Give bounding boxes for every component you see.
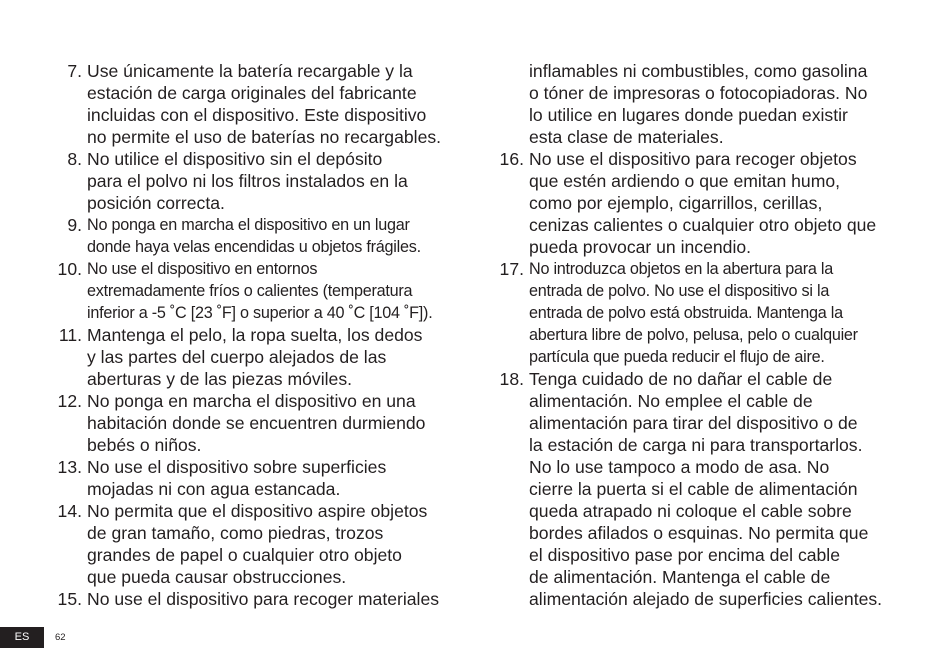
text-line: No introduzca objetos en la abertura para la — [529, 260, 833, 278]
text-line: Use únicamente la batería recargable y la — [87, 61, 413, 81]
text-line: inferior a -5 ˚C [23 ˚F] o superior a 40 ˚C [104 ˚F]). — [87, 304, 433, 322]
text-line: alimentación alejado de superficies calientes. — [529, 589, 883, 609]
list-item — [54, 500, 474, 588]
text-line: cenizas calientes o cualquier otro objeto que — [529, 215, 877, 235]
text-line: estación de carga originales del fabricante — [87, 83, 417, 103]
text-line: que estén ardiendo o que emitan humo, — [529, 171, 841, 191]
text-line: y las partes del cuerpo alejados de las — [87, 347, 387, 367]
item-number: 11. — [58, 325, 82, 345]
item-number: 7. — [67, 61, 82, 81]
text-line: No use el dispositivo para recoger objetos — [529, 149, 857, 169]
text-line: abertura libre de polvo, pelusa, pelo o cualquier — [529, 326, 858, 344]
item-number: 12. — [57, 391, 82, 411]
language-tab: ES — [0, 627, 44, 648]
list-item — [54, 456, 474, 500]
text-line: Mantenga el pelo, la ropa suelta, los dedos — [87, 325, 423, 345]
text-line: la estación de carga ni para transportarlos. — [529, 435, 863, 455]
list-item — [54, 390, 474, 456]
text-line: el dispositivo pase por encima del cable — [529, 545, 841, 565]
text-line: mojadas ni con agua estancada. — [87, 479, 341, 499]
text-line: partícula que pueda reducir el flujo de aire. — [529, 348, 825, 366]
text-line: Tenga cuidado de no dañar el cable de — [529, 369, 833, 389]
list-item — [54, 588, 474, 610]
text-line: alimentación. No emplee el cable de — [529, 391, 813, 411]
list-item — [496, 148, 906, 258]
text-line: No ponga en marcha el dispositivo en un lugar — [87, 216, 410, 234]
text-line: esta clase de materiales. — [529, 127, 724, 147]
text-line: incluidas con el dispositivo. Este dispositivo — [87, 105, 427, 125]
text-line: No permita que el dispositivo aspire objetos — [87, 501, 428, 521]
list-item — [54, 214, 474, 258]
text-line: bebés o niños. — [87, 435, 202, 455]
text-line: lo utilice en lugares donde puedan existir — [529, 105, 848, 125]
list-item — [496, 368, 906, 610]
text-line: habitación donde se encuentren durmiendo — [87, 413, 426, 433]
text-line: No use el dispositivo en entornos — [87, 260, 318, 278]
text-line: No utilice el dispositivo sin el depósito — [87, 149, 383, 169]
list-item — [496, 258, 906, 368]
text-line: pueda provocar un incendio. — [529, 237, 752, 257]
text-line: de gran tamaño, como piedras, trozos — [87, 523, 384, 543]
text-line: no permite el uso de baterías no recargables. — [87, 127, 442, 147]
text-line: como por ejemplo, cigarrillos, cerillas, — [529, 193, 823, 213]
text-line: grandes de papel o cualquier otro objeto — [87, 545, 402, 565]
text-line: inflamables ni combustibles, como gasolina — [529, 61, 868, 81]
item-number: 13. — [57, 457, 82, 477]
item-number: 17. — [499, 259, 524, 279]
continued-item-15 — [496, 60, 906, 148]
item-number: 16. — [499, 149, 524, 169]
text-line: donde haya velas encendidas u objetos frágiles. — [87, 238, 421, 256]
text-line: bordes afilados o esquinas. No permita que — [529, 523, 869, 543]
text-line: posición correcta. — [87, 193, 225, 213]
text-line: queda atrapado ni coloque el cable sobre — [529, 501, 852, 521]
item-number: 14. — [57, 501, 82, 521]
text-line: que pueda causar obstrucciones. — [87, 567, 347, 587]
list-item — [54, 148, 474, 214]
left-column — [54, 60, 474, 610]
item-number: 9. — [67, 215, 82, 235]
text-line: extremadamente fríos o calientes (temperatura — [87, 282, 413, 300]
text-line: o tóner de impresoras o fotocopiadoras. No — [529, 83, 868, 103]
text-line: aberturas y de las piezas móviles. — [87, 369, 353, 389]
item-number: 15. — [57, 589, 82, 609]
list-item — [54, 258, 474, 324]
text-line: cierre la puerta si el cable de alimentación — [529, 479, 858, 499]
item-number: 10. — [57, 259, 82, 279]
right-column — [496, 60, 906, 610]
text-line: entrada de polvo. No use el dispositivo si la — [529, 282, 830, 300]
text-line: para el polvo ni los filtros instalados en la — [87, 171, 408, 191]
text-line: No ponga en marcha el dispositivo en una — [87, 391, 416, 411]
list-item — [54, 60, 474, 148]
text-line: alimentación para tirar del dispositivo o de — [529, 413, 858, 433]
item-number: 18. — [499, 369, 524, 389]
text-line: No use el dispositivo sobre superficies — [87, 457, 387, 477]
page-number: 62 — [55, 632, 66, 643]
text-line: de alimentación. Mantenga el cable de — [529, 567, 831, 587]
list-item — [54, 324, 474, 390]
text-line: No lo use tampoco a modo de asa. No — [529, 457, 830, 477]
text-line: entrada de polvo está obstruida. Mantenga la — [529, 304, 843, 322]
text-line: No use el dispositivo para recoger materiales — [87, 589, 440, 609]
item-number: 8. — [67, 149, 82, 169]
